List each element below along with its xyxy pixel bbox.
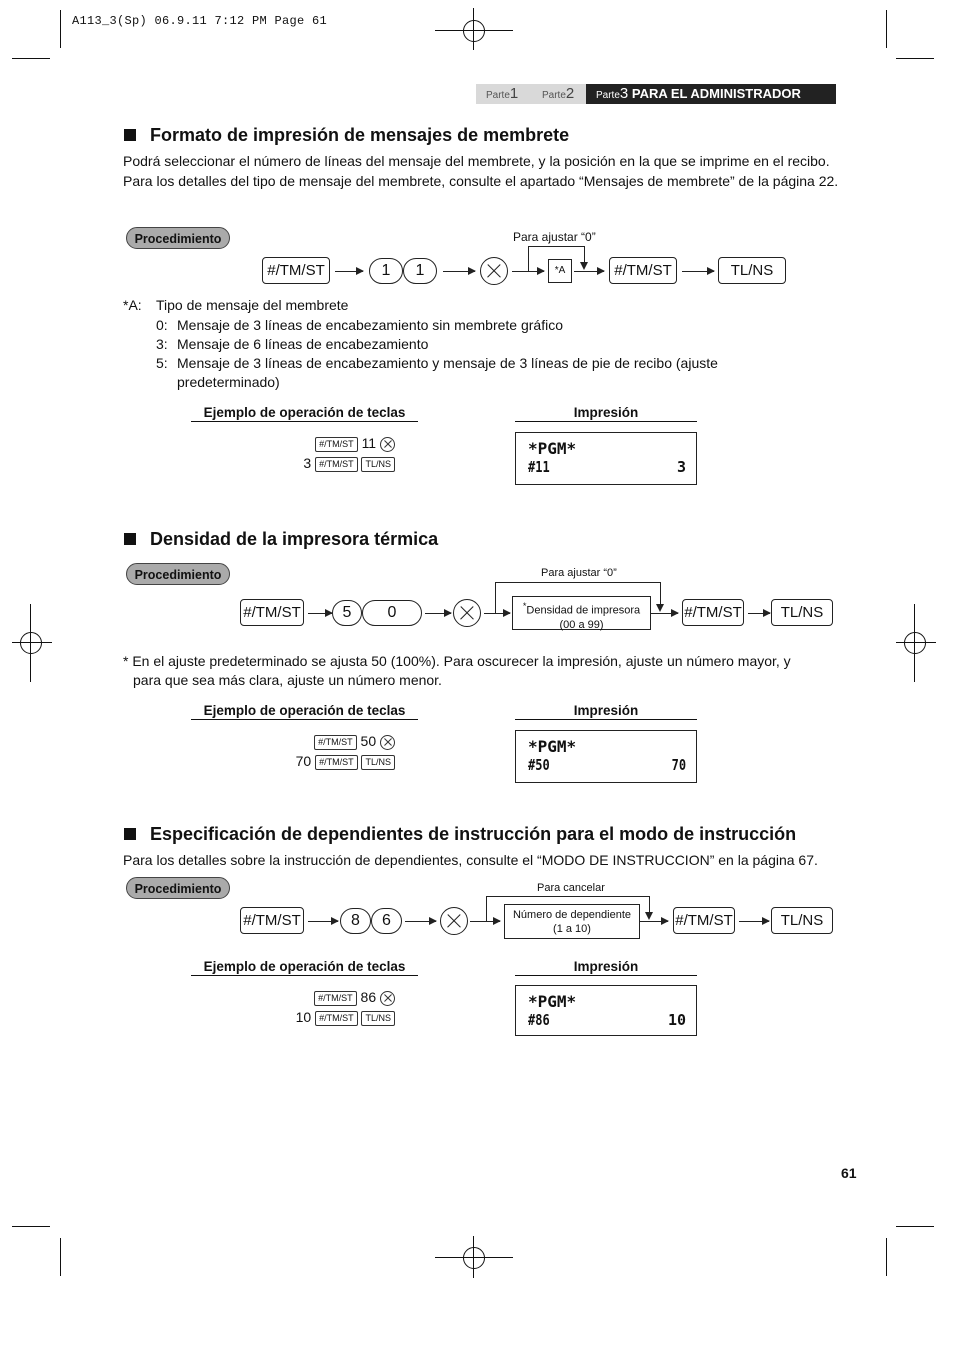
type-a-box: *A: [548, 259, 572, 283]
loop-line: [528, 246, 584, 247]
example-header: Ejemplo de operación de teclas: [191, 703, 418, 720]
loop-arrowhead: [656, 604, 664, 612]
tmst-key: #/TM/ST: [240, 907, 304, 934]
section3-body: Para los detalles sobre la instrucción de dependientes, consulte el “MODO DE INSTRUCCION” en la página 67.: [123, 852, 818, 868]
multiply-key-icon: [453, 599, 481, 627]
loop-arrowhead: [645, 912, 653, 920]
section2-note: * En el ajuste predeterminado se ajusta 50 (100%). Para oscurecer la impresión, ajuste un número mayor, y: [123, 653, 791, 669]
tmst-key: #/TM/ST: [240, 599, 304, 626]
multiply-key-icon: [380, 991, 395, 1006]
note-text: Mensaje de 3 líneas de encabezamiento y mensaje de 3 líneas de pie de recibo (ajuste: [177, 355, 718, 371]
num-key-1: 1: [369, 258, 403, 284]
density-box: *Densidad de impresora (00 a 99): [512, 596, 651, 630]
small-tlns-key: TL/NS: [361, 457, 395, 472]
example-header: Ejemplo de operación de teclas: [191, 405, 418, 422]
tab-part-1: Parte1: [476, 84, 532, 104]
tlns-key: TL/NS: [771, 599, 833, 626]
tab-part-2: Parte2: [532, 84, 586, 104]
multiply-key-icon: [440, 907, 468, 935]
flow-arrow: [443, 271, 475, 272]
small-tmst-key: #/TM/ST: [315, 437, 358, 452]
crop-mark: [886, 1238, 887, 1276]
flow-arrow: [308, 921, 338, 922]
flow-arrow: [335, 271, 363, 272]
note-code: 0:: [156, 317, 168, 333]
multiply-key-icon: [380, 437, 395, 452]
tlns-key: TL/NS: [771, 907, 833, 934]
flow-arrow: [425, 613, 451, 614]
receipt-print: *PGM* #86 10: [515, 985, 697, 1036]
key-example: #/TM/ST 11 3 #/TM/ST TL/NS: [260, 433, 395, 473]
receipt-print: *PGM* #11 3: [515, 432, 697, 485]
loop-arrowhead: [580, 262, 588, 270]
num-key-5: 5: [332, 600, 362, 626]
tlns-key: TL/NS: [718, 257, 786, 284]
tmst-key: #/TM/ST: [262, 257, 330, 284]
crop-mark: [12, 1226, 50, 1227]
section1-heading: Formato de impresión de mensajes de membrete: [124, 125, 569, 146]
small-tmst-key: #/TM/ST: [314, 735, 357, 750]
flow-arrow: [739, 921, 769, 922]
procedure-label: Procedimiento: [126, 563, 230, 585]
crop-mark: [896, 1226, 934, 1227]
key-example: #/TM/ST 50 70 #/TM/ST TL/NS: [260, 731, 395, 771]
flow-arrow: [651, 613, 678, 614]
loop-line: [528, 246, 529, 271]
flow-arrow: [748, 613, 770, 614]
num-key-1b: 1: [403, 258, 437, 284]
loop-label: Para cancelar: [537, 882, 605, 894]
multiply-key-icon: [380, 735, 395, 750]
flow-arrow: [484, 613, 510, 614]
small-tmst-key: #/TM/ST: [315, 755, 358, 770]
num-key-6: 6: [371, 908, 402, 934]
small-tmst-key: #/TM/ST: [314, 991, 357, 1006]
loop-label: Para ajustar “0”: [541, 567, 617, 579]
section2-heading: Densidad de la impresora térmica: [124, 529, 438, 550]
small-tmst-key: #/TM/ST: [315, 1011, 358, 1026]
small-tlns-key: TL/NS: [361, 1011, 395, 1026]
procedure-label: Procedimiento: [126, 877, 230, 899]
note-text: Mensaje de 6 líneas de encabezamiento: [177, 336, 429, 352]
procedure-label: Procedimiento: [126, 227, 230, 249]
flow-arrow: [470, 921, 500, 922]
example-header: Ejemplo de operación de teclas: [191, 959, 418, 976]
print-header: Impresión: [515, 703, 697, 720]
clerk-number-box: Número de dependiente (1 a 10): [504, 904, 640, 939]
crop-mark: [60, 10, 61, 48]
num-key-0: 0: [362, 600, 422, 626]
crop-mark: [12, 58, 50, 59]
tmst-key: #/TM/ST: [609, 257, 677, 284]
loop-line: [495, 582, 496, 613]
notes-title: Tipo de mensaje del membrete: [156, 297, 349, 313]
crop-mark: [60, 1238, 61, 1276]
num-key-8: 8: [340, 908, 371, 934]
flow-arrow: [682, 271, 714, 272]
loop-line: [495, 582, 660, 583]
section1-body: Podrá seleccionar el número de líneas del mensaje del membrete, y la posición en la que se imprime en el recibo. Para los detalles del tipo de mensaje del membrete, consulte el apartado “Mensajes de membrete” de la página 22.: [123, 153, 839, 189]
small-tmst-key: #/TM/ST: [315, 457, 358, 472]
loop-line: [486, 896, 649, 897]
small-tlns-key: TL/NS: [361, 755, 395, 770]
notes-title-tag: *A:: [123, 297, 142, 313]
loop-line: [486, 896, 487, 921]
tab-part-3: Parte3 PARA EL ADMINISTRADOR: [586, 84, 836, 104]
flow-arrow: [405, 921, 436, 922]
receipt-print: *PGM* #50 70: [515, 730, 697, 783]
print-header: Impresión: [515, 959, 697, 976]
section3-heading: Especificación de dependientes de instrucción para el modo de instrucción: [124, 824, 796, 845]
flow-arrow: [574, 271, 604, 272]
flow-arrow: [308, 613, 332, 614]
key-example: #/TM/ST 86 10 #/TM/ST TL/NS: [260, 987, 395, 1027]
page-number: 61: [841, 1165, 857, 1181]
crop-mark: [896, 58, 934, 59]
flow-arrow: [640, 921, 668, 922]
multiply-key-icon: [480, 257, 508, 285]
note-code: 5:: [156, 355, 168, 371]
print-slug: A113_3(Sp) 06.9.11 7:12 PM Page 61: [72, 14, 328, 28]
section2-note-cont: para que sea más clara, ajuste un número menor.: [133, 672, 442, 688]
tmst-key: #/TM/ST: [682, 599, 744, 626]
note-text-cont: predeterminado): [177, 374, 280, 390]
note-code: 3:: [156, 336, 168, 352]
print-header: Impresión: [515, 405, 697, 422]
tmst-key: #/TM/ST: [673, 907, 735, 934]
note-text: Mensaje de 3 líneas de encabezamiento sin membrete gráfico: [177, 317, 563, 333]
crop-mark: [886, 10, 887, 48]
loop-label: Para ajustar “0”: [513, 230, 596, 244]
flow-arrow: [512, 271, 544, 272]
